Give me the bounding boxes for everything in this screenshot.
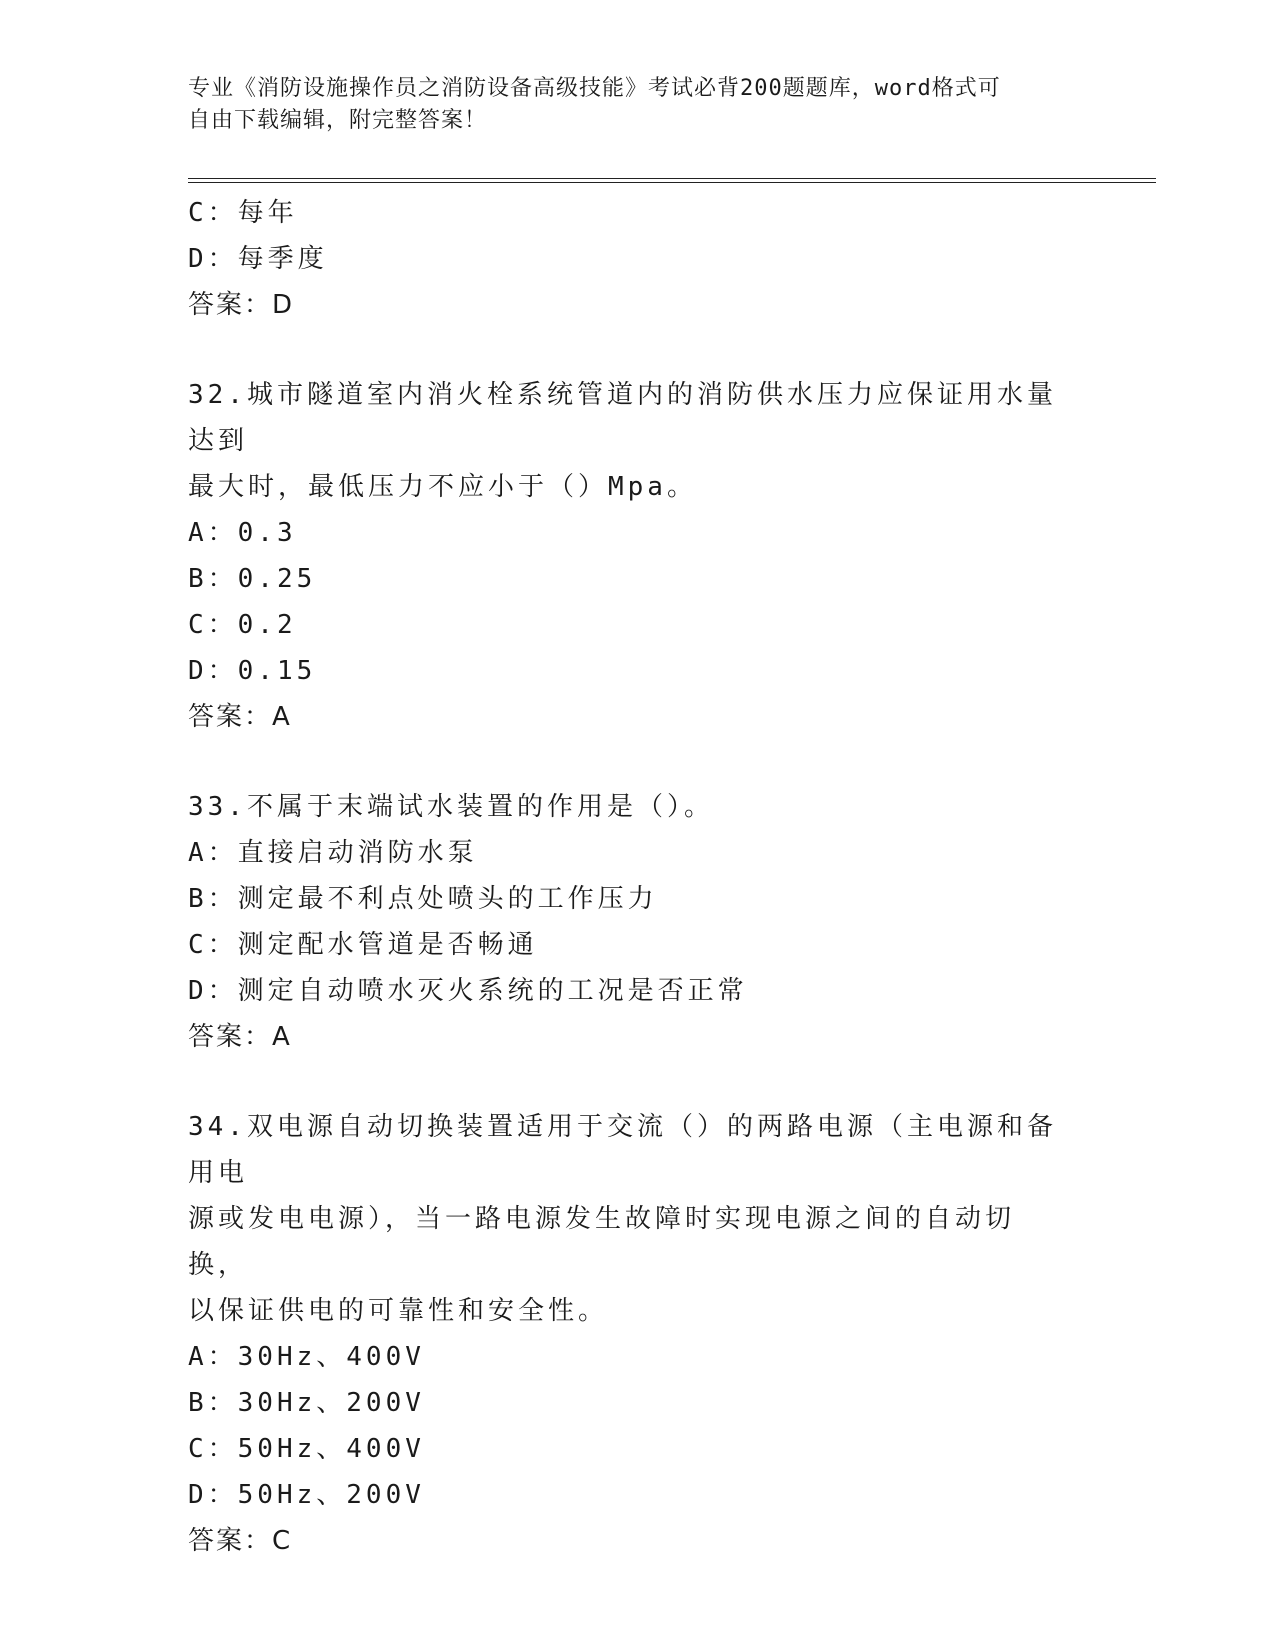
answer-label: 答案： — [188, 702, 273, 732]
option-text: 0.15 — [237, 656, 317, 686]
spacer — [188, 740, 1088, 784]
option-c — [188, 1426, 1088, 1472]
option-a — [188, 830, 1088, 876]
option-label: A： — [188, 838, 238, 868]
option-c — [188, 602, 1088, 648]
option-b — [188, 1380, 1088, 1426]
option-text: 每年 — [237, 198, 298, 228]
spacer — [188, 1060, 1088, 1104]
option-label: D： — [188, 656, 238, 686]
option-text: 0.2 — [237, 610, 297, 640]
option-c — [188, 190, 1088, 236]
answer-value: C — [272, 1526, 293, 1556]
option-label: D： — [188, 976, 238, 1006]
page-header — [188, 73, 1068, 137]
option-text: 0.3 — [237, 518, 297, 548]
header-title-line-2: 自由下载编辑，附完整答案！ — [188, 108, 488, 133]
option-text: 测定最不利点处喷头的工作压力 — [237, 884, 658, 914]
spacer — [188, 328, 1088, 372]
option-label: C： — [188, 610, 238, 640]
option-label: A： — [188, 1342, 238, 1372]
answer-value: D — [272, 290, 295, 320]
option-label: D： — [188, 1480, 238, 1510]
option-label: C： — [188, 198, 238, 228]
option-b — [188, 876, 1088, 922]
option-label: B： — [188, 564, 238, 594]
option-text: 30Hz、400V — [237, 1342, 425, 1372]
stem-line: 32.城市隧道室内消火栓系统管道内的消防供水压力应保证用水量达到 — [188, 380, 1057, 456]
question-32 — [188, 372, 1088, 740]
option-d — [188, 1472, 1088, 1518]
stem-line: 以保证供电的可靠性和安全性。 — [188, 1296, 609, 1326]
option-c — [188, 922, 1088, 968]
option-text: 每季度 — [237, 244, 328, 274]
page-content — [188, 190, 1088, 1564]
option-text: 50Hz、400V — [237, 1434, 425, 1464]
option-text: 50Hz、200V — [237, 1480, 425, 1510]
option-d — [188, 236, 1088, 282]
stem-line: 34.双电源自动切换装置适用于交流（）的两路电源（主电源和备用电 — [188, 1112, 1057, 1188]
answer-label: 答案： — [188, 290, 273, 320]
stem-line: 33.不属于末端试水装置的作用是（）。 — [188, 792, 714, 822]
option-b — [188, 556, 1088, 602]
carryover-question — [188, 190, 1088, 328]
answer-line — [188, 694, 1088, 740]
question-stem — [188, 372, 1068, 510]
answer-line — [188, 282, 1088, 328]
question-stem — [188, 784, 1068, 830]
header-double-rule — [188, 178, 1156, 183]
option-label: B： — [188, 884, 238, 914]
answer-value: A — [272, 702, 292, 732]
answer-line — [188, 1518, 1088, 1564]
option-text: 30Hz、200V — [237, 1388, 425, 1418]
option-label: C： — [188, 930, 238, 960]
option-text: 测定自动喷水灭火系统的工况是否正常 — [237, 976, 748, 1006]
header-title-line-1: 专业《消防设施操作员之消防设备高级技能》考试必背200题题库，word格式可 — [188, 76, 1001, 101]
option-label: C： — [188, 1434, 238, 1464]
option-text: 0.25 — [237, 564, 317, 594]
question-33 — [188, 784, 1088, 1060]
answer-label: 答案： — [188, 1022, 273, 1052]
stem-line: 源或发电电源），当一路电源发生故障时实现电源之间的自动切换， — [188, 1204, 1016, 1280]
question-stem — [188, 1104, 1068, 1334]
option-a — [188, 1334, 1088, 1380]
option-a — [188, 510, 1088, 556]
option-label: B： — [188, 1388, 238, 1418]
stem-line: 最大时，最低压力不应小于（）Mpa。 — [188, 472, 697, 502]
option-text: 直接启动消防水泵 — [237, 838, 478, 868]
answer-line — [188, 1014, 1088, 1060]
question-34 — [188, 1104, 1088, 1564]
answer-value: A — [272, 1022, 292, 1052]
option-d — [188, 968, 1088, 1014]
option-label: D： — [188, 244, 238, 274]
option-text: 测定配水管道是否畅通 — [237, 930, 538, 960]
option-label: A： — [188, 518, 238, 548]
answer-label: 答案： — [188, 1526, 273, 1556]
option-d — [188, 648, 1088, 694]
